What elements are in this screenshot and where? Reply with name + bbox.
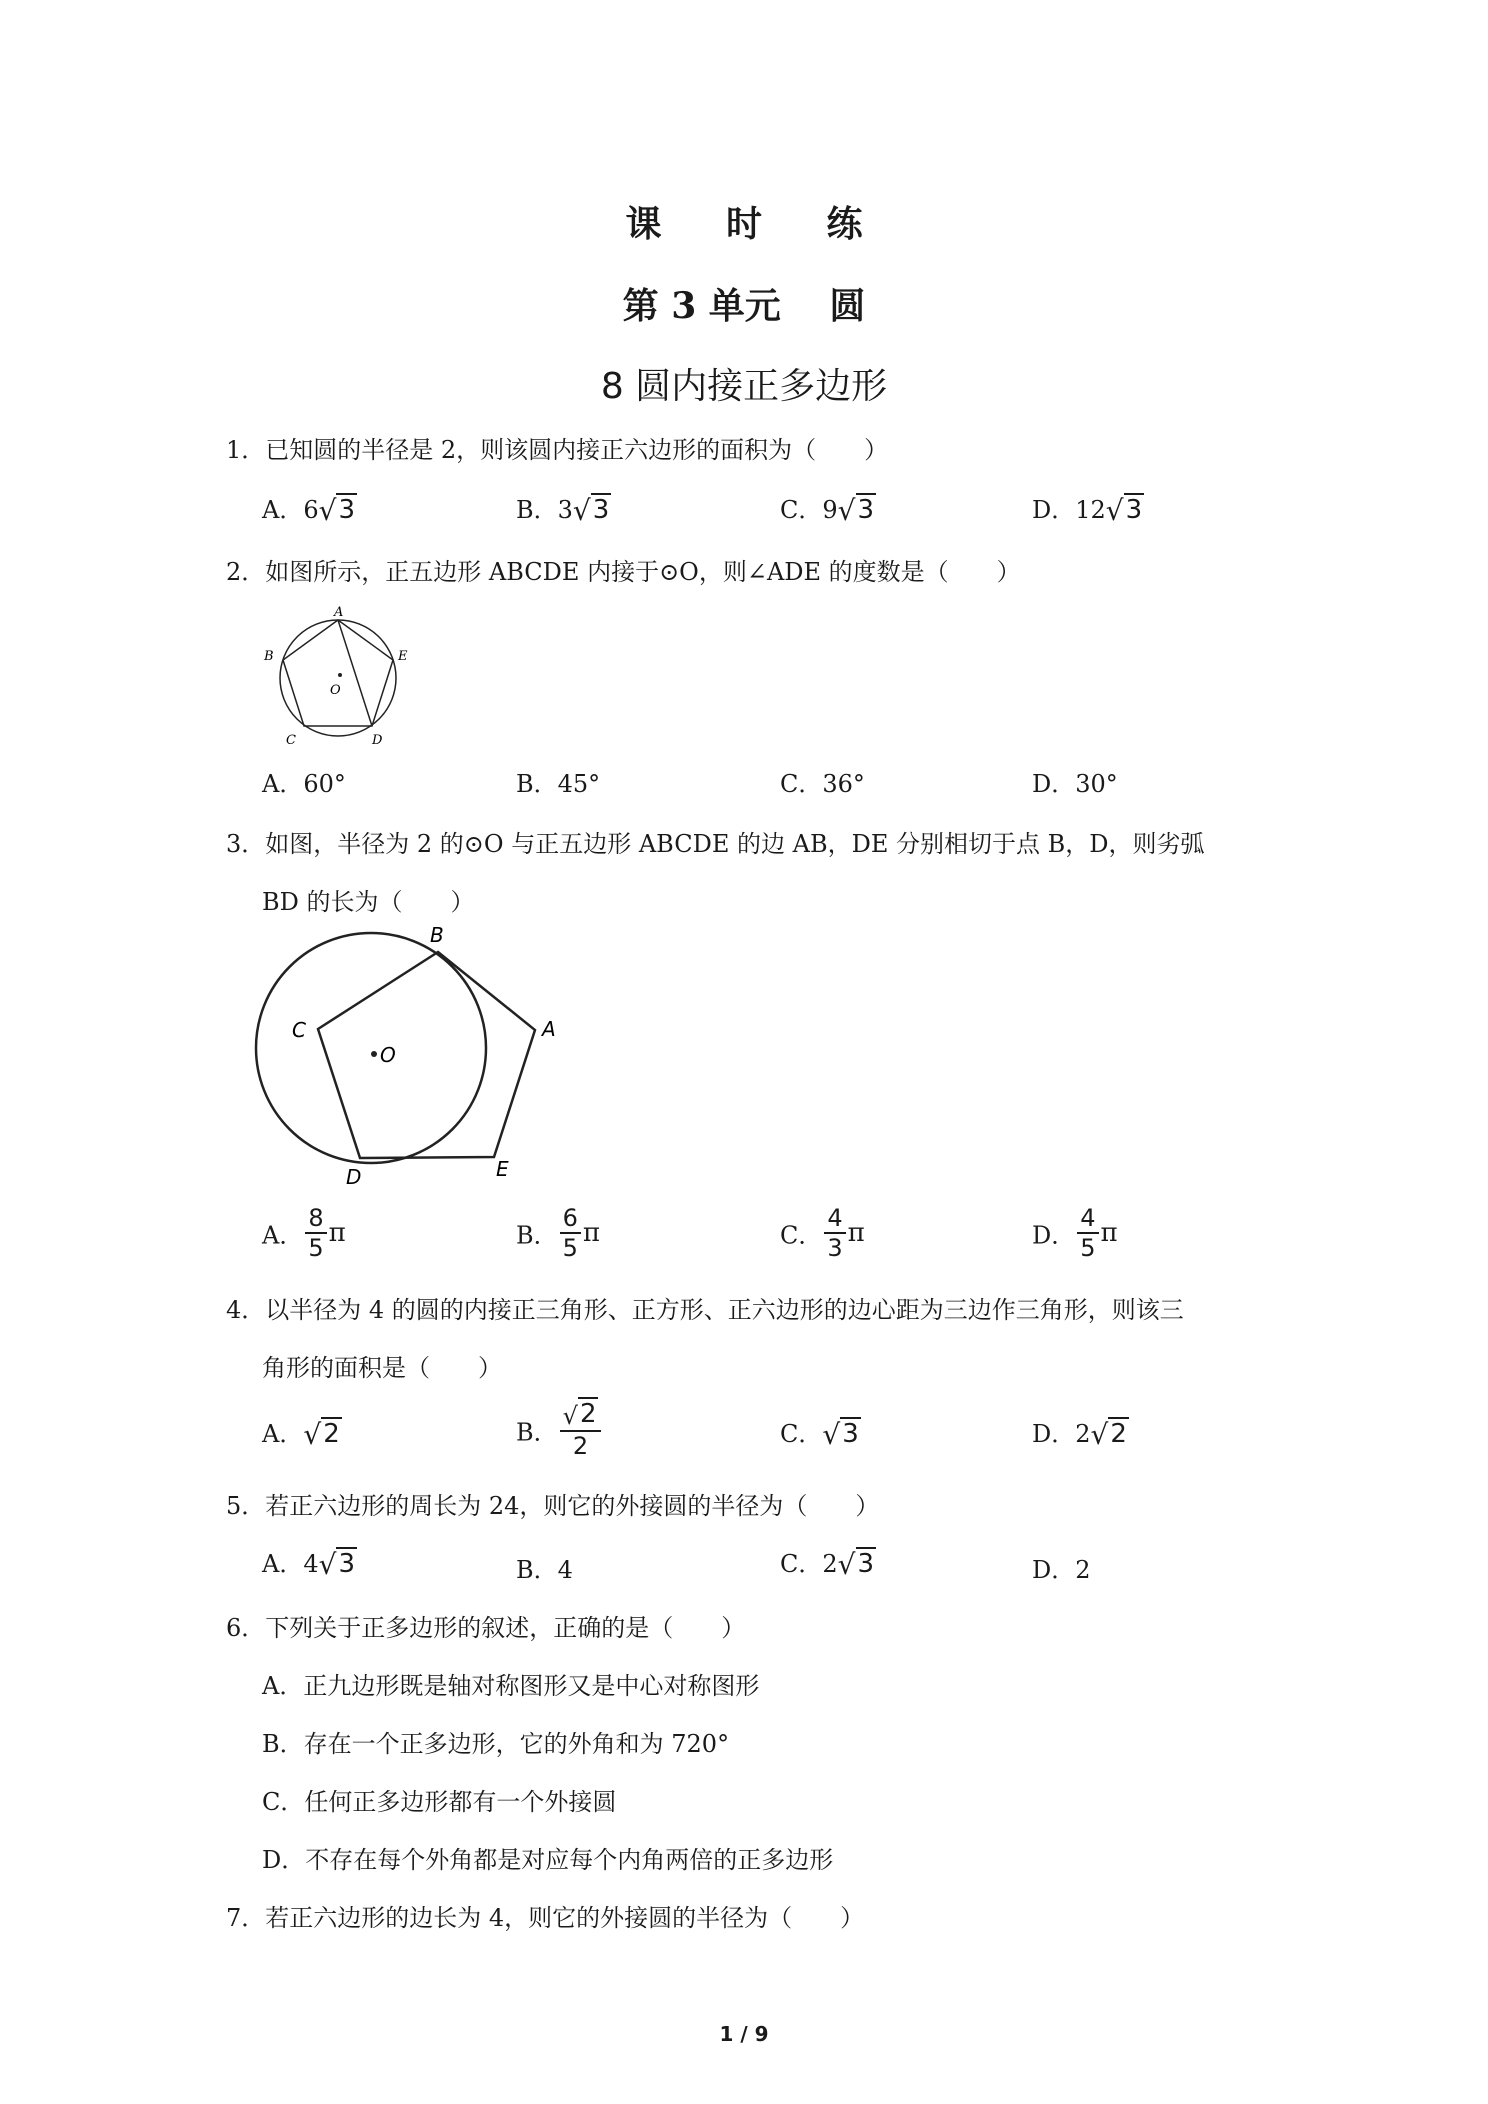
q6-option-b: B．存在一个正多边形，它的外角和为 720° bbox=[262, 1730, 730, 1758]
question-7-stem: 7．若正六边形的边长为 4，则它的外接圆的半径为（ ） bbox=[226, 1904, 865, 1932]
q3-option-d: D． $\frac{4}{5}$ π bbox=[1032, 1204, 1118, 1262]
q1-option-c: C．9√3 bbox=[780, 494, 875, 527]
vertex-label-a: A bbox=[542, 1017, 556, 1041]
question-4-stem-line-1: 4．以半径为 4 的圆的内接正三角形、正方形、正六边形的边心距为三边作三角形，则该三 bbox=[226, 1296, 1184, 1324]
q1-option-d: D．12√3 bbox=[1032, 494, 1143, 527]
q6-option-c: C．任何正多边形都有一个外接圆 bbox=[262, 1788, 617, 1816]
worksheet-title: 课 时 练 bbox=[625, 203, 889, 245]
vertex-label-d: D bbox=[372, 733, 383, 748]
question-1-stem: 1．已知圆的半径是 2，则该圆内接正六边形的面积为（ ） bbox=[226, 436, 889, 464]
q4-option-d: D．2√2 bbox=[1032, 1418, 1127, 1451]
q4-option-c: C．√3 bbox=[780, 1418, 859, 1451]
center-label-o: O bbox=[380, 1043, 396, 1067]
page-number: 1 / 9 bbox=[719, 2022, 769, 2046]
question-5-stem: 5．若正六边形的周长为 24，则它的外接圆的半径为（ ） bbox=[226, 1492, 880, 1520]
vertex-label-b: B bbox=[430, 923, 444, 947]
center-label-o: O bbox=[330, 683, 341, 698]
q2-option-a: A．60° bbox=[262, 770, 346, 798]
question-4-stem-line-2: 角形的面积是（ ） bbox=[262, 1354, 502, 1382]
vertex-label-e: E bbox=[398, 649, 408, 664]
q3-option-b: B． $\frac{6}{5}$ π bbox=[516, 1204, 601, 1262]
q6-option-d: D．不存在每个外角都是对应每个内角两倍的正多边形 bbox=[262, 1846, 834, 1874]
vertex-label-c: C bbox=[286, 733, 296, 748]
q4-option-b: B． $\frac{√2}{2}$ bbox=[516, 1400, 603, 1460]
question-6-stem: 6．下列关于正多边形的叙述，正确的是（ ） bbox=[226, 1614, 746, 1642]
q5-option-c: C．2√3 bbox=[780, 1548, 875, 1581]
q6-option-a: A．正九边形既是轴对称图形又是中心对称图形 bbox=[262, 1672, 760, 1700]
q5-option-d: D．2 bbox=[1032, 1556, 1091, 1584]
lesson-title: 8 圆内接正多边形 bbox=[600, 366, 888, 407]
unit-title: 第 3 单元 圆 bbox=[622, 285, 866, 327]
q3-option-a: A． $\frac{8}{5}$ π bbox=[262, 1204, 346, 1262]
question-3-stem-line-2: BD 的长为（ ） bbox=[262, 888, 475, 916]
q4-option-a: A．√2 bbox=[262, 1418, 340, 1451]
q2-option-b: B．45° bbox=[516, 770, 601, 798]
vertex-label-a: A bbox=[334, 605, 344, 620]
vertex-label-e: E bbox=[496, 1157, 509, 1181]
vertex-label-c: C bbox=[292, 1018, 306, 1042]
q5-option-a: A．4√3 bbox=[262, 1548, 356, 1581]
q3-option-c: C． $\frac{4}{3}$ π bbox=[780, 1204, 865, 1262]
vertex-label-d: D bbox=[346, 1165, 362, 1189]
question-2-stem: 2．如图所示，正五边形 ABCDE 内接于⊙O，则∠ADE 的度数是（ ） bbox=[226, 558, 1021, 586]
q2-option-d: D．30° bbox=[1032, 770, 1118, 798]
figure-circle-tangent-pentagon bbox=[250, 920, 580, 1192]
figure-inscribed-pentagon bbox=[258, 598, 418, 750]
q1-option-a: A．6√3 bbox=[262, 494, 356, 527]
q1-option-b: B．3√3 bbox=[516, 494, 610, 527]
vertex-label-b: B bbox=[264, 649, 274, 664]
q5-option-b: B．4 bbox=[516, 1556, 573, 1584]
question-3-stem-line-1: 3．如图，半径为 2 的⊙O 与正五边形 ABCDE 的边 AB，DE 分别相切于点 B，D，则劣弧 bbox=[226, 830, 1205, 858]
q2-option-c: C．36° bbox=[780, 770, 865, 798]
